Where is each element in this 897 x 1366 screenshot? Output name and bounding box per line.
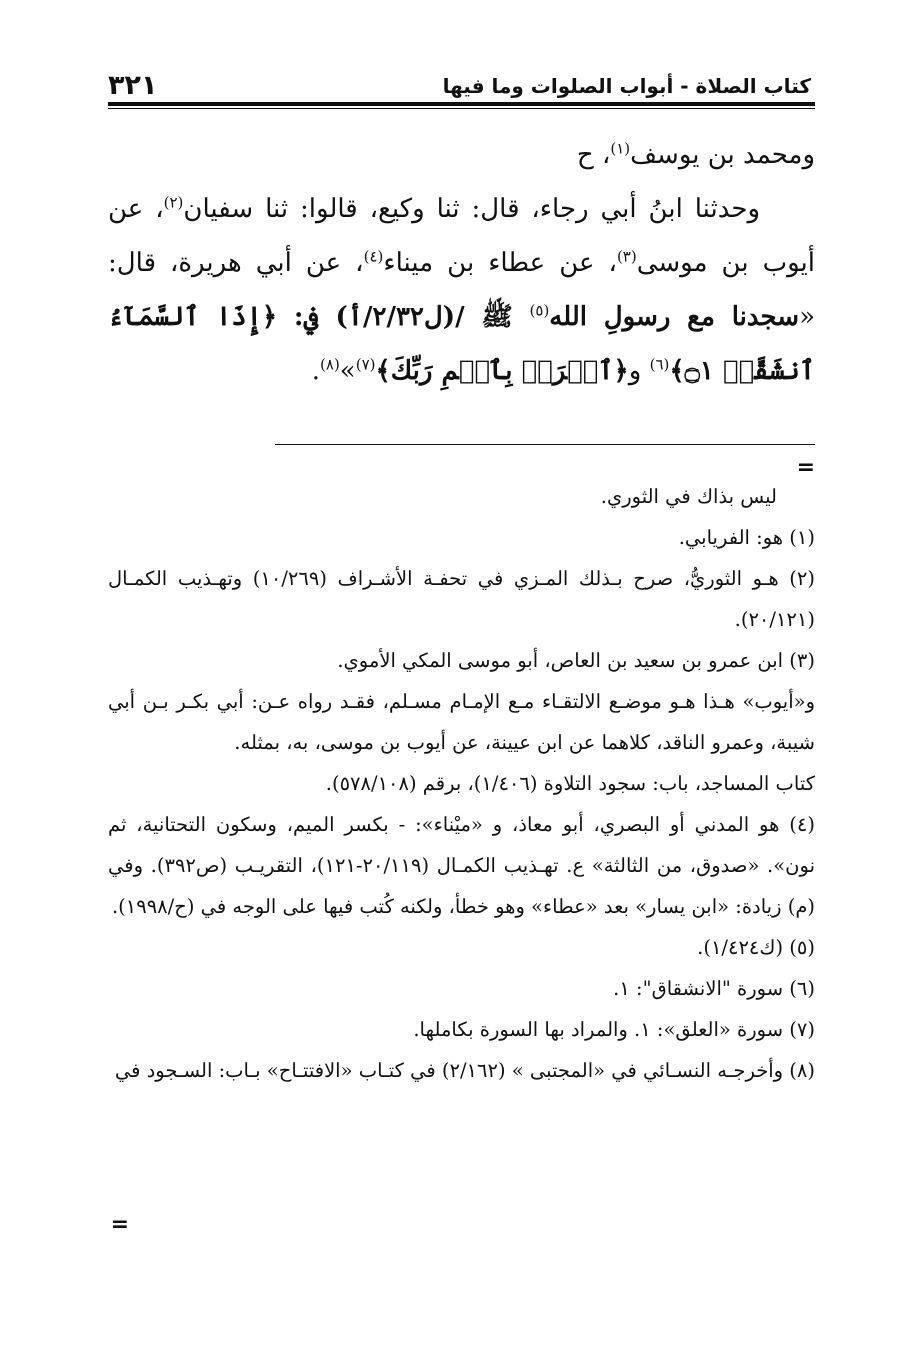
footnote-7: (٧) سورة «العلق»: ١. والمراد بها السورة بكاملها. xyxy=(413,1018,815,1041)
quran-verse-inshiqaq: ﴿إِذَا ٱلسَّمَآءُ ٱنشَقَّتۡ ۝١﴾ xyxy=(108,302,815,386)
footnote-5: (٥) (ك١/٤٢٤). xyxy=(697,936,815,959)
page-number: ٣٢١ xyxy=(108,70,158,101)
main-paragraph-2: وحدثنا ابنُ أبي رجاء، قال: ثنا وكيع، قالوا: ثنا سفيان$^{(٢)}$، عن أيوب بن موسى$^{(٣)}$، عن عطاء بن ميناء$^{(٤)}$، عن أبي هريرة، قال: «سجدنا مع رسولِ الله$^{(٥)}$ ﷺ /(ل٢/٣٢/أ) في: ﴿إِذَا ٱلسَّمَآءُ ٱنشَقَّتۡ ۝١﴾$^{(٦)}$ و﴿ٱقۡرَأۡ بِٱسۡمِ رَبِّكَ﴾$^{(٧)}$»$^{(٨)}$. xyxy=(108,193,815,386)
header-rule-thick xyxy=(108,102,815,106)
quran-verse-alaq: ﴿ٱقۡرَأۡ بِٱسۡمِ رَبِّكَ﴾ xyxy=(375,356,629,386)
footnote-separator xyxy=(275,444,815,445)
hadith-text: سجدنا مع رسولِ الله xyxy=(549,302,800,332)
footnote-1: (١) هو: الفريابي. xyxy=(678,526,815,549)
running-title: كتاب الصلاة - أبواب الصلوات وما فيها xyxy=(442,74,811,98)
footnote-2: (٢) هـو الثوريُّ، صرح بـذلك المـزي في تحفـة الأشـراف (١٠/٢٦٩) وتهـذيب الكمـال (٢٠/١٢١). xyxy=(108,567,815,631)
carry-over-marker: = xyxy=(796,455,815,480)
footnote-carry: ليس بذاك في الثوري. xyxy=(600,485,777,508)
header-rule-thin xyxy=(108,108,815,109)
main-line-1: ومحمد بن يوسف$^{(١)}$، ح xyxy=(576,139,815,170)
footnote-3-continued: و«أيوب» هـذا هـو موضـع الالتقـاء مـع الإمـام مسـلم، فقـد رواه عـن: أبي بكـر بـن أبي شيبة، وعمرو الناقد، كلاهما عن ابن عيينة، عن أيوب بن موسى، به، بمثله. xyxy=(108,690,815,754)
footnote-8: (٨) وأخرجـه النسـائي في «المجتبى » (٢/١٦٢) في كتـاب «الافتتـاح» بـاب: السـجود في xyxy=(114,1059,815,1082)
footnote-3-reference: كتاب المساجد، باب: سجود التلاوة (١/٤٠٦)، برقم (٥٧٨/١٠٨). xyxy=(325,772,815,795)
footnote-3: (٣) ابن عمرو بن سعيد بن العاص، أبو موسى المكي الأموي. xyxy=(337,649,815,672)
continuation-marker: = xyxy=(110,1212,129,1237)
footnote-6: (٦) سورة "الانشقاق": ١. xyxy=(613,977,815,1000)
main-text xyxy=(108,128,815,398)
footnote-4: (٤) هو المدني أو البصري، أبو معاذ، و «ميْناء»: - بكسر الميم، وسكون التحتانية، ثم نون». «صدوق، من الثالثة» ع. تهـذيب الكمـال (٢٠/١١٩-١٢١)، التقريـب (ص٣٩٢). وفي (م) زيادة: «ابن يسار» بعد «عطاء» وهو خطأ، ولكنه كُتب فيها على الوجه في (ح/١٩٩٨). xyxy=(108,813,815,918)
footnotes xyxy=(108,476,815,1091)
